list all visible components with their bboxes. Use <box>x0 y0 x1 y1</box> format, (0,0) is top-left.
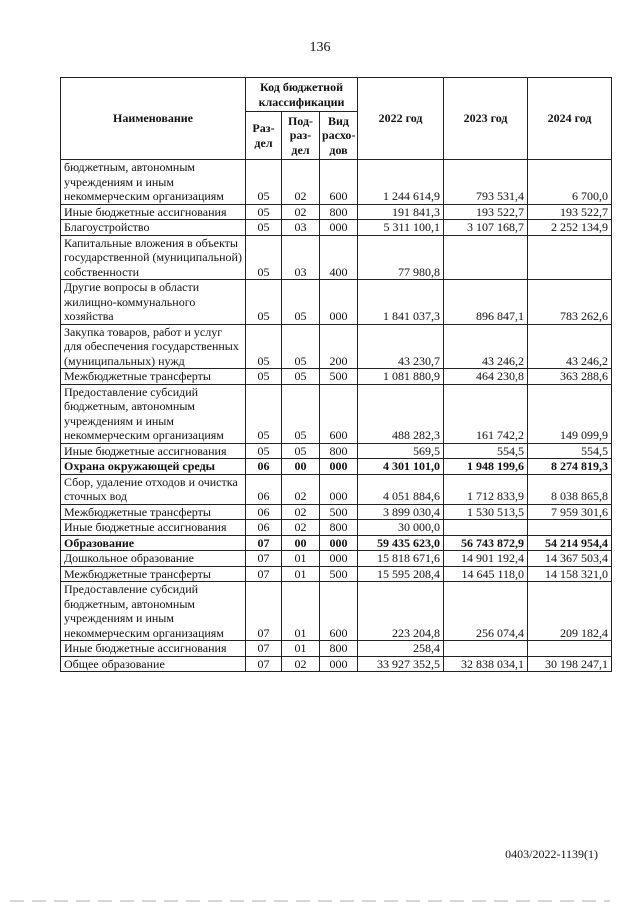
cell-2024 <box>528 235 612 280</box>
header-2024: 2024 год <box>528 78 612 160</box>
cell-razdel: 06 <box>246 504 282 520</box>
cell-razdel: 05 <box>246 280 282 325</box>
table-row <box>61 504 612 520</box>
cell-2024: 43 246,2 <box>528 324 612 369</box>
table-row <box>61 520 612 536</box>
cell-2022: 258,4 <box>358 641 444 657</box>
cell-2023: 43 246,2 <box>444 324 528 369</box>
cell-razdel: 06 <box>246 459 282 475</box>
cell-name: Иные бюджетные ассигнования <box>61 641 246 657</box>
cell-vid: 000 <box>320 459 358 475</box>
cell-2024: 8 274 819,3 <box>528 459 612 475</box>
table-row <box>61 459 612 475</box>
cell-name: Капитальные вложения в объекты государственной (муниципальной) собственности <box>61 235 246 280</box>
cell-2023: 3 107 168,7 <box>444 220 528 236</box>
cell-name: Межбюджетные трансферты <box>61 369 246 385</box>
header-2022: 2022 год <box>358 78 444 160</box>
cell-vid: 600 <box>320 160 358 205</box>
cell-name: Образование <box>61 535 246 551</box>
cell-razdel: 07 <box>246 582 282 641</box>
table-row <box>61 551 612 567</box>
cell-razdel: 05 <box>246 369 282 385</box>
cell-vid: 600 <box>320 582 358 641</box>
cell-2022: 43 230,7 <box>358 324 444 369</box>
cell-vid: 000 <box>320 551 358 567</box>
cell-2022: 59 435 623,0 <box>358 535 444 551</box>
cell-2022: 3 899 030,4 <box>358 504 444 520</box>
cell-2024: 554,5 <box>528 443 612 459</box>
cell-2022: 4 051 884,6 <box>358 474 444 504</box>
cell-2024: 54 214 954,4 <box>528 535 612 551</box>
table-row <box>61 474 612 504</box>
header-2023: 2023 год <box>444 78 528 160</box>
cell-podrazdel: 00 <box>282 459 320 475</box>
cell-2022: 1 081 880,9 <box>358 369 444 385</box>
cell-vid: 000 <box>320 656 358 672</box>
table-row <box>61 582 612 641</box>
cell-podrazdel: 03 <box>282 220 320 236</box>
cell-2022: 1 841 037,3 <box>358 280 444 325</box>
cell-vid: 500 <box>320 369 358 385</box>
cell-2022: 77 980,8 <box>358 235 444 280</box>
cell-name: бюджетным, автономным учреждениям и иным некоммерческим организациям <box>61 160 246 205</box>
cell-vid: 000 <box>320 474 358 504</box>
cell-vid: 600 <box>320 384 358 443</box>
cell-name: Сбор, удаление отходов и очистка сточных вод <box>61 474 246 504</box>
cell-2024: 209 182,4 <box>528 582 612 641</box>
cell-2024: 193 522,7 <box>528 204 612 220</box>
cell-2023: 32 838 034,1 <box>444 656 528 672</box>
header-razdel: Раз-дел <box>246 112 282 160</box>
cell-name: Межбюджетные трансферты <box>61 566 246 582</box>
cell-razdel: 05 <box>246 204 282 220</box>
cell-name: Закупка товаров, работ и услуг для обеспечения государственных (муниципальных) нужд <box>61 324 246 369</box>
cell-2024: 363 288,6 <box>528 369 612 385</box>
cell-podrazdel: 01 <box>282 641 320 657</box>
cell-vid: 800 <box>320 204 358 220</box>
cell-2024 <box>528 520 612 536</box>
cell-2023 <box>444 641 528 657</box>
cell-name: Дошкольное образование <box>61 551 246 567</box>
cell-2024: 149 099,9 <box>528 384 612 443</box>
cell-vid: 500 <box>320 504 358 520</box>
cell-2023: 1 948 199,6 <box>444 459 528 475</box>
cell-razdel: 05 <box>246 384 282 443</box>
cell-podrazdel: 02 <box>282 656 320 672</box>
cell-2024: 30 198 247,1 <box>528 656 612 672</box>
cell-name: Межбюджетные трансферты <box>61 504 246 520</box>
table-row <box>61 369 612 385</box>
cell-podrazdel: 01 <box>282 566 320 582</box>
table-body <box>61 160 612 672</box>
document-code: 0403/2022-1139(1) <box>505 847 598 861</box>
cell-razdel: 05 <box>246 235 282 280</box>
cell-2023: 256 074,4 <box>444 582 528 641</box>
cell-2023 <box>444 235 528 280</box>
cell-podrazdel: 02 <box>282 204 320 220</box>
cell-vid: 000 <box>320 280 358 325</box>
cell-2022: 569,5 <box>358 443 444 459</box>
header-name: Наименование <box>61 78 246 160</box>
cell-podrazdel: 02 <box>282 160 320 205</box>
table-row <box>61 220 612 236</box>
table-row <box>61 160 612 205</box>
table-header <box>61 78 612 160</box>
cell-podrazdel: 05 <box>282 280 320 325</box>
cell-podrazdel: 02 <box>282 504 320 520</box>
cell-razdel: 05 <box>246 443 282 459</box>
cell-vid: 500 <box>320 566 358 582</box>
cell-2023: 554,5 <box>444 443 528 459</box>
cell-2024: 783 262,6 <box>528 280 612 325</box>
table-row <box>61 443 612 459</box>
cell-vid: 400 <box>320 235 358 280</box>
cell-razdel: 07 <box>246 535 282 551</box>
cell-2023 <box>444 520 528 536</box>
cell-podrazdel: 05 <box>282 384 320 443</box>
cell-podrazdel: 02 <box>282 520 320 536</box>
cell-name: Предоставление субсидий бюджетным, автономным учреждениям и иным некоммерческим организациям <box>61 384 246 443</box>
table-row <box>61 384 612 443</box>
cell-2024 <box>528 641 612 657</box>
cell-vid: 000 <box>320 220 358 236</box>
table-row <box>61 280 612 325</box>
cell-vid: 000 <box>320 535 358 551</box>
cell-razdel: 07 <box>246 641 282 657</box>
cell-name: Другие вопросы в области жилищно-коммунального хозяйства <box>61 280 246 325</box>
cell-razdel: 05 <box>246 324 282 369</box>
cell-name: Иные бюджетные ассигнования <box>61 204 246 220</box>
cell-name: Иные бюджетные ассигнования <box>61 520 246 536</box>
cell-2023: 896 847,1 <box>444 280 528 325</box>
table-row <box>61 656 612 672</box>
cell-name: Охрана окружающей среды <box>61 459 246 475</box>
cell-podrazdel: 00 <box>282 535 320 551</box>
cell-2024: 14 158 321,0 <box>528 566 612 582</box>
cell-podrazdel: 05 <box>282 369 320 385</box>
cell-2022: 15 595 208,4 <box>358 566 444 582</box>
cell-2023: 1 712 833,9 <box>444 474 528 504</box>
cell-podrazdel: 01 <box>282 551 320 567</box>
table-row <box>61 641 612 657</box>
cell-2023: 161 742,2 <box>444 384 528 443</box>
cell-name: Благоустройство <box>61 220 246 236</box>
cell-2024: 6 700,0 <box>528 160 612 205</box>
cell-podrazdel: 03 <box>282 235 320 280</box>
cell-2023: 1 530 513,5 <box>444 504 528 520</box>
cell-vid: 800 <box>320 641 358 657</box>
cell-razdel: 05 <box>246 160 282 205</box>
cell-podrazdel: 05 <box>282 443 320 459</box>
cell-2024: 2 252 134,9 <box>528 220 612 236</box>
cell-2022: 5 311 100,1 <box>358 220 444 236</box>
header-vid: Вид расхо-дов <box>320 112 358 160</box>
cell-2022: 488 282,3 <box>358 384 444 443</box>
cell-vid: 800 <box>320 520 358 536</box>
cell-vid: 200 <box>320 324 358 369</box>
cell-name: Иные бюджетные ассигнования <box>61 443 246 459</box>
cell-2024: 8 038 865,8 <box>528 474 612 504</box>
cell-2023: 56 743 872,9 <box>444 535 528 551</box>
cell-vid: 800 <box>320 443 358 459</box>
cell-2022: 30 000,0 <box>358 520 444 536</box>
cell-razdel: 06 <box>246 520 282 536</box>
header-code-group: Код бюджетной классификации <box>246 78 358 112</box>
cell-podrazdel: 05 <box>282 324 320 369</box>
cell-2023: 14 645 118,0 <box>444 566 528 582</box>
cell-name: Предоставление субсидий бюджетным, автономным учреждениям и иным некоммерческим организациям <box>61 582 246 641</box>
table-row <box>61 535 612 551</box>
cell-2022: 33 927 352,5 <box>358 656 444 672</box>
budget-table <box>60 77 612 672</box>
cell-2023: 464 230,8 <box>444 369 528 385</box>
cell-2024: 7 959 301,6 <box>528 504 612 520</box>
table-row <box>61 324 612 369</box>
cell-name: Общее образование <box>61 656 246 672</box>
cell-2023: 793 531,4 <box>444 160 528 205</box>
scan-edge-artifact <box>10 900 610 902</box>
cell-razdel: 07 <box>246 656 282 672</box>
table-row <box>61 235 612 280</box>
cell-podrazdel: 02 <box>282 474 320 504</box>
header-podrazdel: Под-раз-дел <box>282 112 320 160</box>
cell-2022: 15 818 671,6 <box>358 551 444 567</box>
page-number: 136 <box>309 40 331 55</box>
cell-2023: 14 901 192,4 <box>444 551 528 567</box>
cell-2023: 193 522,7 <box>444 204 528 220</box>
cell-razdel: 06 <box>246 474 282 504</box>
cell-podrazdel: 01 <box>282 582 320 641</box>
cell-razdel: 07 <box>246 566 282 582</box>
table-row <box>61 566 612 582</box>
table-row <box>61 204 612 220</box>
cell-2022: 191 841,3 <box>358 204 444 220</box>
cell-2022: 4 301 101,0 <box>358 459 444 475</box>
cell-2022: 1 244 614,9 <box>358 160 444 205</box>
cell-2024: 14 367 503,4 <box>528 551 612 567</box>
cell-razdel: 05 <box>246 220 282 236</box>
cell-2022: 223 204,8 <box>358 582 444 641</box>
cell-razdel: 07 <box>246 551 282 567</box>
